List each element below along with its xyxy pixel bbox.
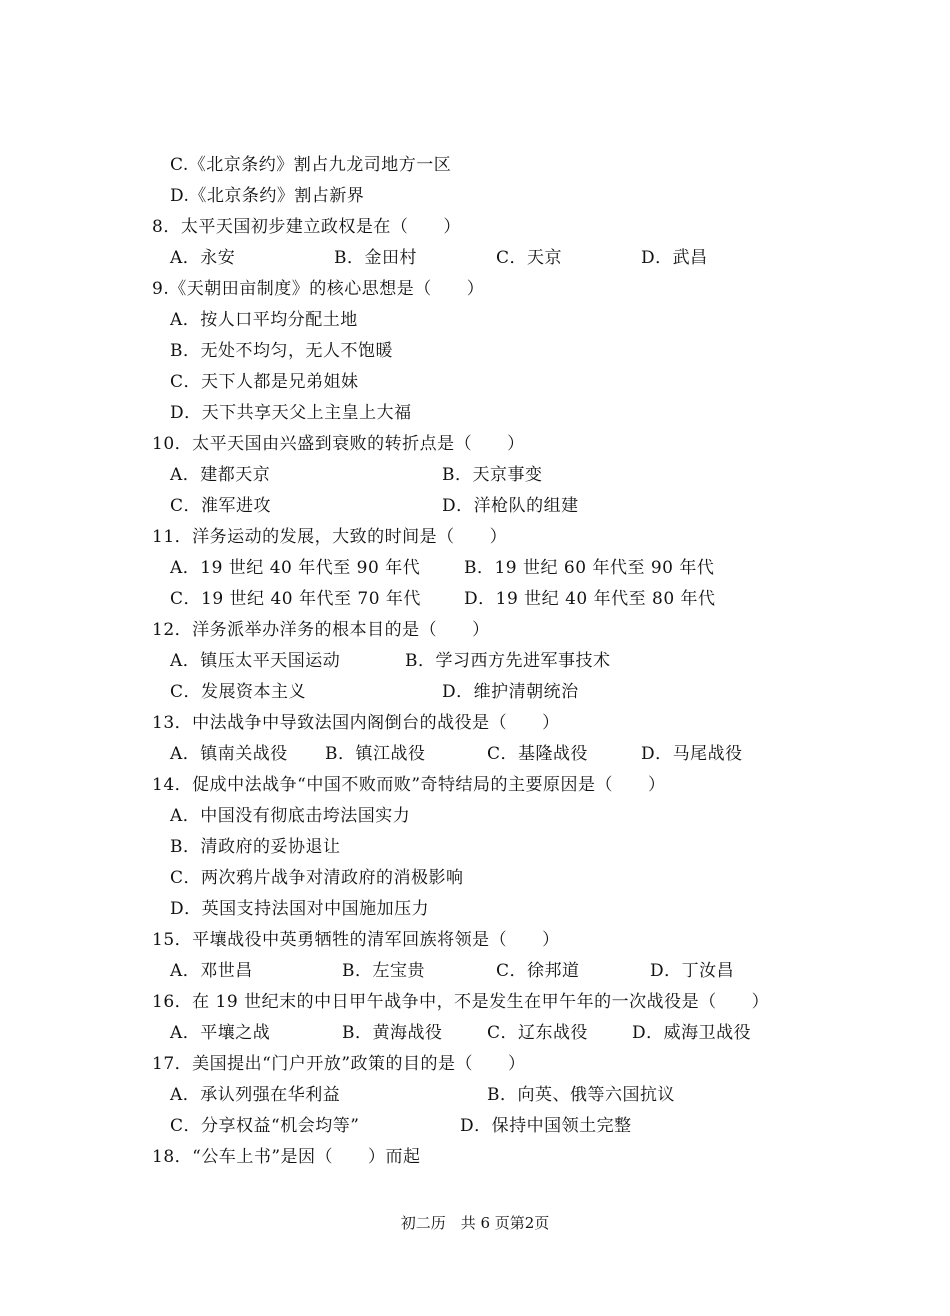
q9-option-a: A．按人口平均分配土地 xyxy=(170,310,358,330)
page-footer: 初二历 共 6 页第2页 xyxy=(400,1214,550,1232)
question-9: 9.《天朝田亩制度》的核心思想是（ ） xyxy=(152,279,485,299)
q8-option-c: C．天京 xyxy=(496,248,563,268)
q14-option-a: A．中国没有彻底击垮法国实力 xyxy=(170,806,411,826)
q14-option-d: D．英国支持法国对中国施加压力 xyxy=(170,899,430,919)
q12-option-a: A．镇压太平天国运动 xyxy=(170,651,341,671)
q11-option-b: B．19 世纪 60 年代至 90 年代 xyxy=(464,558,715,578)
q17-option-d: D．保持中国领土完整 xyxy=(460,1116,632,1136)
q15-option-a: A．邓世昌 xyxy=(170,961,253,981)
question-11: 11．洋务运动的发展，大致的时间是（ ） xyxy=(152,527,508,547)
q17-option-b: B．向英、俄等六国抗议 xyxy=(487,1085,675,1105)
q13-option-a: A．镇南关战役 xyxy=(170,744,288,764)
question-10: 10．太平天国由兴盛到衰败的转折点是（ ） xyxy=(152,434,525,454)
q7-option-d: D.《北京条约》割占新界 xyxy=(170,186,365,206)
question-18: 18．“公车上书”是因（ ）而起 xyxy=(152,1147,421,1167)
q10-option-b: B．天京事变 xyxy=(442,465,543,485)
q14-option-c: C．两次鸦片战争对清政府的消极影响 xyxy=(170,868,464,888)
question-17: 17．美国提出“门户开放”政策的目的是（ ） xyxy=(152,1054,526,1074)
q11-option-c: C．19 世纪 40 年代至 70 年代 xyxy=(170,589,421,609)
q15-option-b: B．左宝贵 xyxy=(342,961,425,981)
q9-option-d: D．天下共享天父上主皇上大福 xyxy=(170,403,412,423)
q9-option-b: B．无处不均匀，无人不饱暖 xyxy=(170,341,393,361)
question-12: 12．洋务派举办洋务的根本目的是（ ） xyxy=(152,620,490,640)
question-14: 14．促成中法战争“中国不败而败”奇特结局的主要原因是（ ） xyxy=(152,775,666,795)
q13-option-c: C．基隆战役 xyxy=(487,744,589,764)
q13-option-d: D．马尾战役 xyxy=(641,744,743,764)
q8-option-d: D．武昌 xyxy=(641,248,708,268)
q13-option-b: B．镇江战役 xyxy=(325,744,426,764)
question-16: 16．在 19 世纪末的中日甲午战争中，不是发生在甲午年的一次战役是（ ） xyxy=(152,992,770,1012)
q12-option-d: D．维护清朝统治 xyxy=(442,682,579,702)
q17-option-a: A．承认列强在华利益 xyxy=(170,1085,341,1105)
q10-option-c: C．淮军进攻 xyxy=(170,496,272,516)
q16-option-a: A．平壤之战 xyxy=(170,1023,271,1043)
q16-option-b: B．黄海战役 xyxy=(342,1023,443,1043)
q10-option-a: A．建都天京 xyxy=(170,465,271,485)
q8-option-a: A．永安 xyxy=(170,248,236,268)
question-15: 15．平壤战役中英勇牺牲的清军回族将领是（ ） xyxy=(152,930,560,950)
q11-option-a: A．19 世纪 40 年代至 90 年代 xyxy=(170,558,421,578)
q12-option-c: C．发展资本主义 xyxy=(170,682,307,702)
q9-option-c: C．天下人都是兄弟姐妹 xyxy=(170,372,359,392)
q8-option-b: B．金田村 xyxy=(334,248,417,268)
q17-option-c: C．分享权益“机会均等” xyxy=(170,1116,360,1136)
question-13: 13．中法战争中导致法国内阁倒台的战役是（ ） xyxy=(152,713,560,733)
q10-option-d: D．洋枪队的组建 xyxy=(442,496,579,516)
question-8: 8．太平天国初步建立政权是在（ ） xyxy=(152,217,461,237)
q15-option-d: D．丁汝昌 xyxy=(650,961,735,981)
q12-option-b: B．学习西方先进军事技术 xyxy=(405,651,611,671)
q16-option-d: D．威海卫战役 xyxy=(632,1023,752,1043)
q15-option-c: C．徐邦道 xyxy=(496,961,580,981)
q14-option-b: B．清政府的妥协退让 xyxy=(170,837,341,857)
q16-option-c: C．辽东战役 xyxy=(487,1023,589,1043)
q11-option-d: D．19 世纪 40 年代至 80 年代 xyxy=(464,589,716,609)
q7-option-c: C.《北京条约》割占九龙司地方一区 xyxy=(170,155,452,175)
